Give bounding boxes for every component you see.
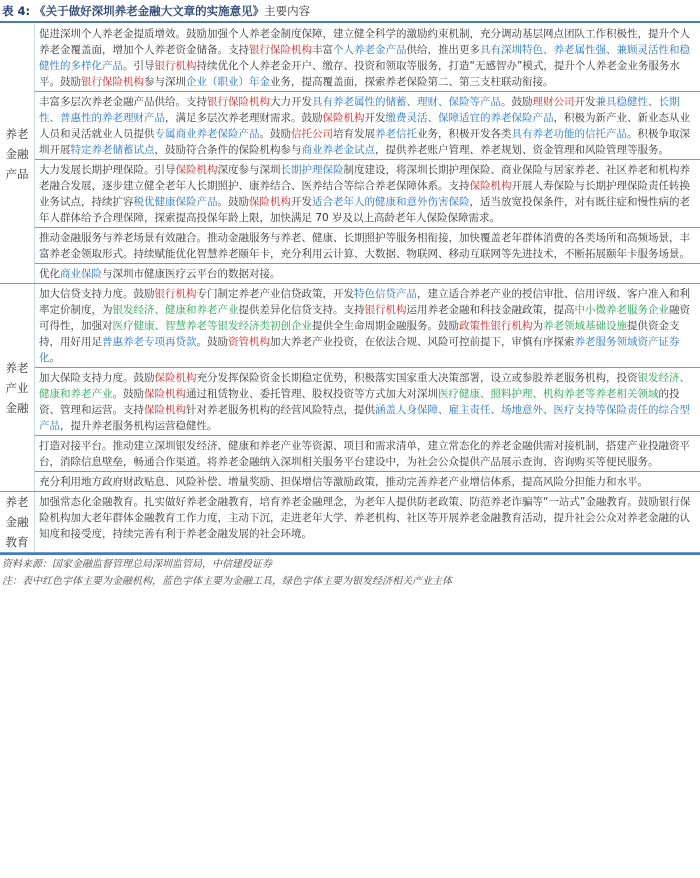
institution-text: 理财公司: [532, 96, 575, 108]
content-cell: [35, 368, 700, 436]
body-text: 大力发展长期护理保险。引导: [39, 164, 176, 176]
content-cell: [35, 24, 700, 92]
content-cell: [35, 264, 700, 284]
institution-text: 保险机构: [322, 112, 365, 124]
body-text: ，提供养老账户管理、养老规划、资金管理和风险管理等服务。: [375, 144, 669, 156]
table-row: [0, 284, 700, 368]
institution-text: 银行机构: [154, 60, 197, 72]
institution-text: 保险机构: [175, 164, 218, 176]
body-text: 培育发展: [333, 128, 375, 140]
body-text: 参与深圳: [144, 76, 186, 88]
institution-text: 保险机构: [469, 180, 512, 192]
instrument-text: 普惠养老专项再贷款: [102, 336, 197, 348]
institution-text: 保险机构: [249, 196, 291, 208]
category-cell: 养老 金融 产品: [0, 24, 35, 284]
top-rule: [0, 21, 700, 23]
instrument-text: 商业养老金试点: [301, 144, 375, 156]
industry-entity-text: 中小微养老服务企业: [574, 304, 669, 316]
institution-text: 保险机构: [154, 372, 197, 384]
body-text: 加强常态化金融教育。扎实做好养老金融教育，培育养老金融理念，为老年人提供防老政策、防范养老诈骗等“一站式”金融教育。鼓励银行保险机构加大老年群体金融教育工作力度，主动下沉，走进老年大学、养老机构、社区等开展养老金融教育活动，提升社会公众对养老金融的认知度和接受度，持续完善有利于养老金融发展的社会环境。: [39, 496, 691, 540]
content-cell: [35, 436, 700, 472]
body-text: 提供全生命周期金融服务。鼓励: [312, 320, 459, 332]
policy-table: [0, 24, 700, 553]
content-cell: [35, 228, 700, 264]
instrument-text: 长期护理保险: [280, 164, 344, 176]
body-text: ，提升养老服务机构运营稳健性。: [60, 420, 218, 432]
body-text: 与深圳市健康医疗云平台的数据对接。: [102, 268, 281, 280]
institution-text: 银行保险机构: [249, 44, 312, 56]
body-text: 深度参与深圳: [217, 164, 281, 176]
body-text: 的投资、管理和运营。支持: [39, 388, 680, 416]
industry-entity-text: 医疗健康、照料护理、机构养老等养老相关领域: [438, 388, 659, 400]
body-text: ，适当放宽投保条件，对有既往症和慢性病的老年人群体给予合理保障，探索提高投保年龄上限，加快满足 70 岁及以上高龄老年人保险保障需求。: [39, 196, 690, 224]
body-text: 丰富多层次养老金融产品供给。支持: [39, 96, 207, 108]
body-text: ，建立适合养老产业的授信审批、信用评级、客户准入和利率定价制度，为: [39, 288, 690, 316]
instrument-text: 缴费灵活、保障适宜的养老保险产品: [385, 112, 554, 124]
instrument-text: 具有养老属性的储蓄、理财、保险等产品: [312, 96, 501, 108]
body-text: 提供资金支持，用好用足: [39, 320, 680, 348]
body-text: 制度建设，将深圳长期护理保险、商业保险与居家养老、社区养老和机构养老融合发展，逐步建立健全老年人长期照护、康养结合、医养结合等综合养老保障体系。支持: [39, 164, 690, 192]
body-text: 融资可得性，加强对: [39, 304, 690, 332]
instrument-text: 企业（职业）年金: [186, 76, 270, 88]
body-text: 开发: [364, 112, 386, 124]
body-text: 通过租赁物业、委托管理、股权投资等方式加大对深圳: [186, 388, 438, 400]
content-cell: [35, 92, 700, 160]
institution-text: 保险机构: [144, 388, 186, 400]
body-text: 开发: [291, 196, 312, 208]
body-text: 加大养老产业投资，在依法合规、风险可控前提下，审慎有序探索: [270, 336, 575, 348]
body-text: ，鼓励符合条件的保险机构参与: [154, 144, 302, 156]
body-text: ，积极为新产业、新业态从业人员和灵活就业人员提供: [39, 112, 690, 140]
body-text: 丰富: [312, 44, 333, 56]
body-text: 针对养老服务机构的经营风险特点，提供: [186, 404, 375, 416]
body-text: 。鼓励: [217, 196, 249, 208]
body-text: 优化: [39, 268, 60, 280]
body-text: 大力开发: [270, 96, 312, 108]
category-cell: 养老 产业 金融: [0, 284, 35, 492]
body-text: 。积极争取深圳开展: [39, 128, 690, 156]
body-text: 业务，提高覆盖面，探索养老保险第二、第三支柱联动衔接。: [270, 76, 554, 88]
body-text: 供给，推出更多: [406, 44, 480, 56]
table-title: [2, 3, 692, 19]
body-text: 促进深圳个人养老金提质增效。鼓励加强个人养老金制度保障，建立健全科学的激励约束机制，充分调动基层网点团队工作积极性，提升个人养老金覆盖面，增加个人养老资金储备。支持: [39, 28, 690, 56]
bottom-rule: [0, 553, 700, 555]
body-text: 开展人寿保险与长期护理保险责任转换业务试点，持续扩容: [39, 180, 690, 208]
instrument-text: 税优健康保险产品: [133, 196, 218, 208]
body-text: 。鼓励: [112, 388, 144, 400]
industry-entity-text: 银发经济、健康和养老产业: [39, 372, 690, 400]
content-cell: [35, 284, 700, 368]
body-text: 开发: [574, 96, 596, 108]
body-text: 推动金融服务与养老场景有效融合。推动金融服务与养老、健康、长期照护等服务相衔接，加快覆盖老年群体消费的各类场所和高频场景，丰富养老金领取形式。持续赋能优化智慧养老颐年卡，充分利用云计算、大数据、物联网、移动互联网等先进技术，不断拓展颐年卡服务场景。: [39, 232, 690, 260]
industry-entity-text: 银发经济、健康和养老产业: [112, 304, 239, 316]
industry-entity-text: 养老领域基础设施: [543, 320, 627, 332]
body-text: 专门制定养老产业信贷政策，开发: [196, 288, 354, 300]
body-text: 持续优化个人养老金开户、缴存、投资和领取等服务，打造“无感智办”模式，提升个人养老金业务服务水平。鼓励: [39, 60, 680, 88]
institution-text: 银行机构: [154, 288, 197, 300]
body-text: 加大信贷支持力度。鼓励: [39, 288, 155, 300]
instrument-text: 特色信贷产品: [354, 288, 417, 300]
table-row: [0, 160, 700, 228]
body-text: 。鼓励: [196, 336, 228, 348]
body-text: 充分发挥保险资金长期稳定优势，积极落实国家重大决策部署，设立或参股养老服务机构，投资: [196, 372, 638, 384]
content-cell: [35, 160, 700, 228]
table-row: [0, 472, 700, 492]
body-text: 为: [532, 320, 543, 332]
body-text: 提供差异化信贷支持。支持: [238, 304, 365, 316]
institution-text: 资管机构: [228, 336, 270, 348]
table-row: [0, 436, 700, 472]
instrument-text: 涵盖人身保障、雇主责任、场地意外、医疗支持等保险责任的综合型产品: [39, 404, 690, 432]
body-text: ，满足多层次养老理财需求。鼓励: [165, 112, 323, 124]
industry-entity-text: 医疗健康、智慧养老等银发经济类初创企业: [112, 320, 312, 332]
content-cell: [35, 492, 700, 553]
content-cell: [35, 472, 700, 492]
table-title-suffix: 主要内容: [264, 4, 311, 18]
body-text: 加大保险支持力度。鼓励: [39, 372, 155, 384]
instrument-text: 具有深圳特色、养老属性强、兼顾灵活性和稳健性的多样化产品: [39, 44, 690, 72]
instrument-text: 兼具稳健性、长期性、普惠性的养老理财产品: [39, 96, 680, 124]
table-row: [0, 228, 700, 264]
instrument-text: 特定养老储蓄试点: [70, 144, 155, 156]
table-row: [0, 368, 700, 436]
instrument-text: 专属商业养老保险产品: [154, 128, 260, 140]
body-text: 充分利用地方政府财政贴息、风险补偿、增量奖励、担保增信等激励政策，推动完善养老产业增信体系，提高风险分担能力和水平。: [39, 476, 648, 488]
instrument-text: 个人养老金产品: [333, 44, 407, 56]
institution-text: 银行机构: [364, 304, 407, 316]
instrument-text: 商业保险: [60, 268, 102, 280]
institution-text: 银行保险机构: [207, 96, 270, 108]
source-note: 资料来源：国家金融监督管理总局深圳监管局，中信建投证券: [2, 559, 272, 570]
body-text: 运用养老金融和科技金融政策，提高: [406, 304, 575, 316]
table-label: 表 4:: [2, 4, 31, 18]
category-cell: 养老 金融 教育: [0, 492, 35, 553]
institution-text: 保险机构: [144, 404, 186, 416]
table-row: [0, 492, 700, 553]
body-text: 业务，积极开发各类: [417, 128, 512, 140]
body-text: 。: [49, 352, 60, 364]
body-text: 。鼓励: [259, 128, 291, 140]
instrument-text: 具有养老功能的信托产品: [511, 128, 627, 140]
table-row: [0, 24, 700, 92]
body-text: 打造对接平台。推动建立深圳银发经济、健康和养老产业等资源、项目和需求清单，建立常态化的养老金融供需对接机制，搭建产业投融资平台，消除信息壁垒，畅通合作渠道。将养老金融纳入深圳相关服务平台建设中，为社会公众提供产品展示查询、咨询购买等便民服务。: [39, 440, 690, 468]
table-title-main: 《关于做好深圳养老金融大文章的实施意见》: [34, 4, 265, 18]
body-text: 。引导: [123, 60, 155, 72]
instrument-text: 适合老年人的健康和意外伤害保险: [312, 196, 470, 208]
table-row: [0, 92, 700, 160]
institution-text: 信托公司: [291, 128, 333, 140]
body-text: 。鼓励: [501, 96, 533, 108]
instrument-text: 养老信托: [375, 128, 417, 140]
color-legend-note: 注：表中红色字体主要为金融机构，蓝色字体主要为金融工具，绿色字体主要为银发经济相关产业主体: [2, 576, 452, 587]
institution-text: 银行保险机构: [81, 76, 144, 88]
instrument-text: 养老服务领域资产证券化: [39, 336, 680, 364]
institution-text: 政策性银行机构: [459, 320, 533, 332]
table-row: [0, 264, 700, 284]
